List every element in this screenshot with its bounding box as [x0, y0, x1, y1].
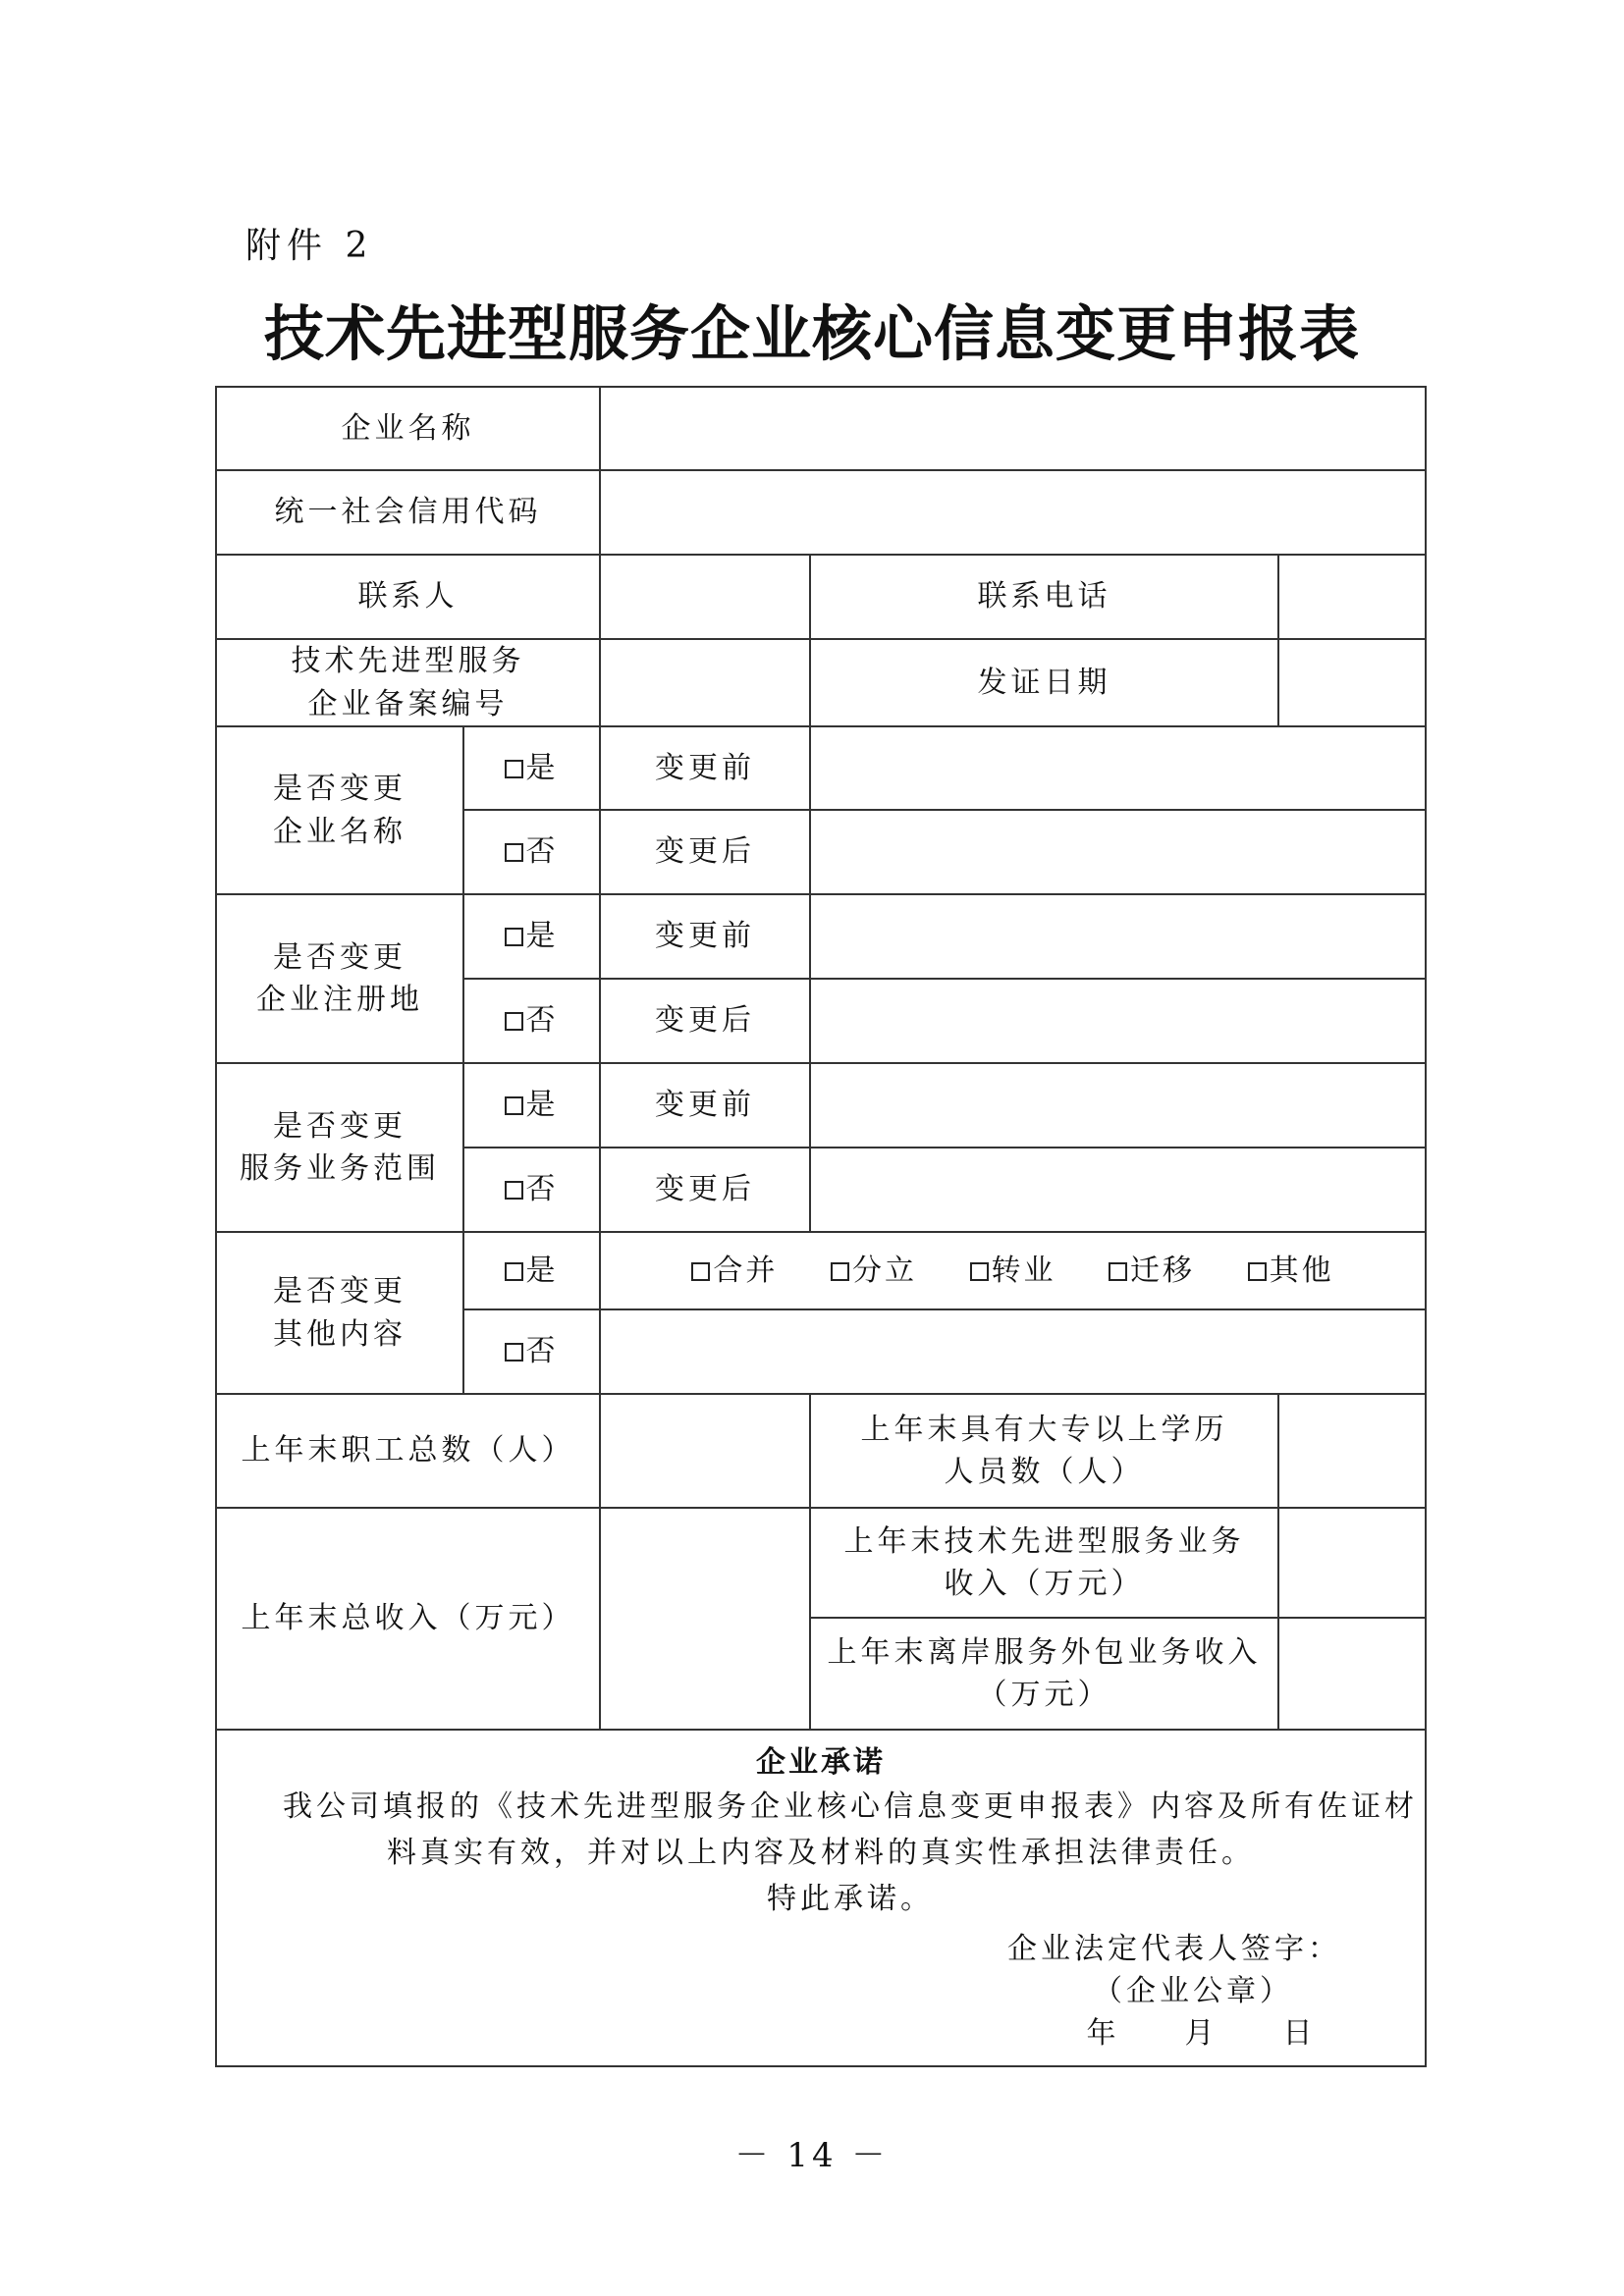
relocate-option[interactable]: 迁移	[1109, 1250, 1195, 1293]
row-change-address-before	[216, 894, 1426, 979]
checkbox-icon[interactable]	[970, 1262, 989, 1281]
date-line[interactable]: 年 月 日	[1086, 2016, 1317, 2052]
after-label: 变更后	[600, 810, 810, 894]
credit-code-label: 统一社会信用代码	[216, 470, 600, 555]
tech-income-label: 上年末技术先进型服务业务 收入（万元）	[810, 1508, 1278, 1618]
change-scope-before-field[interactable]	[810, 1063, 1426, 1148]
checkbox-icon[interactable]	[505, 843, 523, 862]
change-other-label: 是否变更 其他内容	[216, 1232, 463, 1394]
college-staff-field[interactable]	[1278, 1394, 1426, 1508]
merge-option[interactable]: 合并	[691, 1250, 778, 1293]
after-label: 变更后	[600, 979, 810, 1063]
change-name-no-option[interactable]: 否	[463, 810, 600, 894]
before-label: 变更前	[600, 1063, 810, 1148]
row-staff	[216, 1394, 1426, 1508]
change-name-before-field[interactable]	[810, 726, 1426, 810]
before-label: 变更前	[600, 894, 810, 979]
row-contact	[216, 555, 1426, 639]
row-income-tech	[216, 1508, 1426, 1618]
change-other-yes-option[interactable]: 是	[463, 1232, 600, 1309]
total-income-label: 上年末总收入（万元）	[216, 1508, 600, 1730]
row-credit-code	[216, 470, 1426, 555]
other-option[interactable]: 其他	[1248, 1250, 1334, 1293]
row-change-name-before	[216, 726, 1426, 810]
attachment-label: 附件 2	[245, 226, 374, 266]
row-filing	[216, 639, 1426, 726]
contact-label: 联系人	[216, 555, 600, 639]
college-staff-label: 上年末具有大专以上学历 人员数（人）	[810, 1394, 1278, 1508]
other-type-options	[600, 1232, 1426, 1309]
total-income-field[interactable]	[600, 1508, 810, 1730]
change-other-field[interactable]	[600, 1309, 1426, 1394]
checkbox-icon[interactable]	[831, 1262, 849, 1281]
seal-label: （企业公章）	[1093, 1974, 1293, 2009]
filing-number-field[interactable]	[600, 639, 810, 726]
change-application-form	[215, 386, 1427, 2067]
credit-code-field[interactable]	[600, 470, 1426, 555]
change-address-yes-option[interactable]: 是	[463, 894, 600, 979]
change-name-yes-option[interactable]: 是	[463, 726, 600, 810]
row-company-name	[216, 387, 1426, 470]
issue-date-field[interactable]	[1278, 639, 1426, 726]
change-address-before-field[interactable]	[810, 894, 1426, 979]
checkbox-icon[interactable]	[505, 1343, 523, 1362]
checkbox-icon[interactable]	[1109, 1262, 1127, 1281]
employees-field[interactable]	[600, 1394, 810, 1508]
checkbox-icon[interactable]	[691, 1262, 710, 1281]
change-other-no-option[interactable]: 否	[463, 1309, 600, 1394]
checkbox-icon[interactable]	[505, 760, 523, 778]
pledge-closing: 特此承诺。	[767, 1882, 934, 1917]
change-scope-label: 是否变更 服务业务范围	[216, 1063, 463, 1232]
change-address-label: 是否变更 企业注册地	[216, 894, 463, 1063]
checkbox-icon[interactable]	[1248, 1262, 1267, 1281]
change-scope-yes-option[interactable]: 是	[463, 1063, 600, 1148]
change-scope-after-field[interactable]	[810, 1148, 1426, 1232]
tech-income-field[interactable]	[1278, 1508, 1426, 1618]
issue-date-label: 发证日期	[810, 639, 1278, 726]
change-address-after-field[interactable]	[810, 979, 1426, 1063]
row-pledge	[216, 1730, 1426, 2066]
checkbox-icon[interactable]	[505, 928, 523, 946]
page-number: － 14 －	[734, 2136, 890, 2175]
offshore-income-label: 上年末离岸服务外包业务收入 （万元）	[810, 1618, 1278, 1730]
checkbox-icon[interactable]	[505, 1012, 523, 1031]
change-name-after-field[interactable]	[810, 810, 1426, 894]
transfer-option[interactable]: 转业	[970, 1250, 1056, 1293]
contact-field[interactable]	[600, 555, 810, 639]
pledge-heading: 企业承诺	[756, 1744, 886, 1780]
company-name-field[interactable]	[600, 387, 1426, 470]
contact-phone-field[interactable]	[1278, 555, 1426, 639]
signature-block	[924, 1928, 1425, 2055]
split-option[interactable]: 分立	[831, 1250, 917, 1293]
row-change-other-yes	[216, 1232, 1426, 1309]
filing-number-label: 技术先进型服务 企业备案编号	[216, 639, 600, 726]
after-label: 变更后	[600, 1148, 810, 1232]
contact-phone-label: 联系电话	[810, 555, 1278, 639]
row-change-scope-before	[216, 1063, 1426, 1148]
company-name-label: 企业名称	[216, 387, 600, 470]
before-label: 变更前	[600, 726, 810, 810]
change-name-label: 是否变更 企业名称	[216, 726, 463, 894]
offshore-income-field[interactable]	[1278, 1618, 1426, 1730]
signature-label: 企业法定代表人签字：	[1007, 1932, 1341, 1967]
change-scope-no-option[interactable]: 否	[463, 1148, 600, 1232]
checkbox-icon[interactable]	[505, 1096, 523, 1115]
checkbox-icon[interactable]	[505, 1262, 523, 1281]
employees-label: 上年末职工总数（人）	[216, 1394, 600, 1508]
company-pledge	[216, 1730, 1426, 2066]
pledge-text: 我公司填报的《技术先进型服务企业核心信息变更申报表》内容及所有佐证材料真实有效，并对以上内容及材料的真实性承担法律责任。	[283, 1789, 1418, 1871]
document-title: 技术先进型服务企业核心信息变更申报表	[263, 299, 1360, 369]
change-address-no-option[interactable]: 否	[463, 979, 600, 1063]
checkbox-icon[interactable]	[505, 1181, 523, 1200]
